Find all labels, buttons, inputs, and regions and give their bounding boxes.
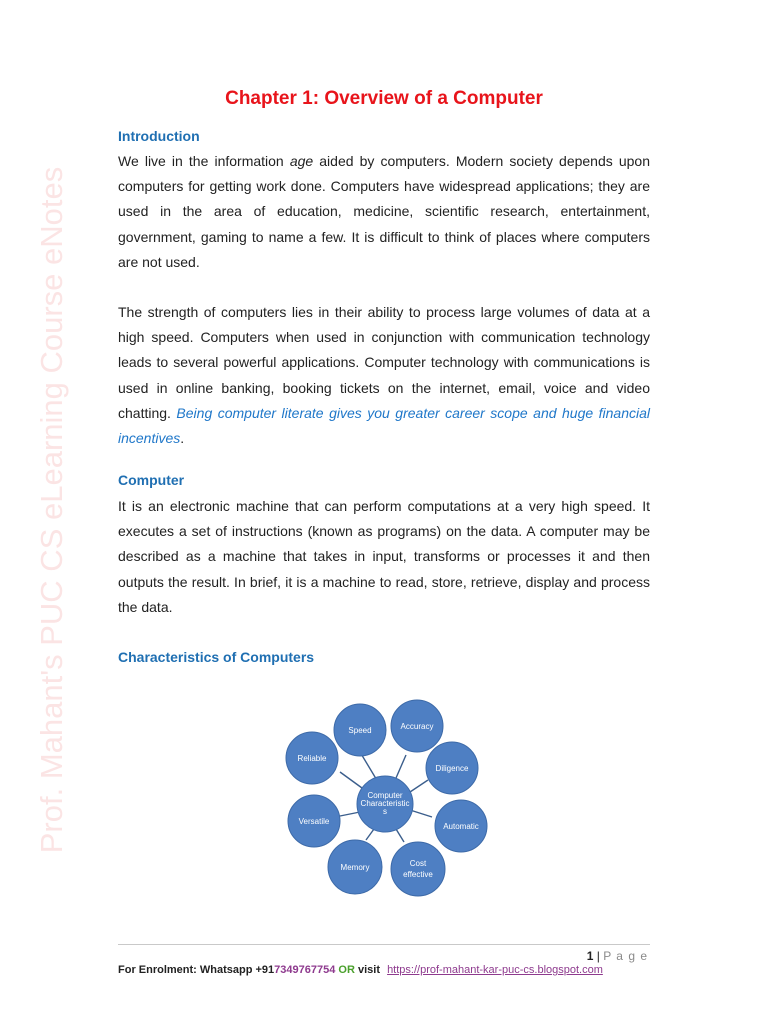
- enrol-visit: visit: [357, 964, 380, 976]
- page-label: P a g e: [603, 949, 648, 963]
- diagram-center-node: [357, 776, 413, 832]
- intro-paragraph-1: [118, 149, 650, 275]
- blog-link[interactable]: https://prof-mahant-kar-puc-cs.blogspot.com: [387, 964, 603, 976]
- node-memory: [328, 840, 382, 894]
- page-number: 1: [586, 949, 594, 963]
- characteristics-diagram: [278, 692, 498, 902]
- heading-characteristics: Characteristics of Computers: [118, 649, 315, 665]
- page-number-indicator: [587, 949, 648, 963]
- spoke-memory: [366, 829, 374, 840]
- node-cost-effective: [391, 842, 445, 896]
- intro-p2-start: The strength of computers lies in their ability to process large volumes of data at a high speed. Computers when used in conjunction with communication technology leads to several powerful applications. Computer technology with communications is used in online banking, booking tickets on the internet, email, voice and video chatting.: [118, 304, 650, 421]
- center-label-line2: Characteristic: [360, 799, 410, 808]
- computer-paragraph: It is an electronic machine that can perform computations at a very high speed. It executes a set of instructions (known as programs) on the data. A computer may be described as a machine that takes in input, transforms or processes it and then outputs the result. In brief, it is a machine to read, store, retrieve, display and process the data.: [118, 498, 650, 615]
- spoke-accuracy: [396, 755, 406, 778]
- enrol-phone: 7349767754: [274, 964, 336, 976]
- node-speed-label: Speed: [348, 726, 372, 735]
- node-diligence: [426, 742, 478, 794]
- intro-p2-highlight: Being computer literate gives you greater career scope and huge financial incentives: [118, 404, 650, 447]
- intro-p1-start: We live in the information: [118, 153, 290, 169]
- chapter-title: Chapter 1: Overview of a Computer: [225, 88, 543, 109]
- intro-p2-end: .: [180, 430, 185, 447]
- node-accuracy: [391, 700, 443, 752]
- heading-introduction: Introduction: [118, 128, 200, 144]
- spoke-cost-effective: [396, 829, 404, 842]
- node-cost-label-line1: Cost: [409, 859, 427, 868]
- node-versatile-label: Versatile: [298, 817, 330, 826]
- enrolment-footer: [118, 964, 603, 976]
- spoke-versatile: [340, 812, 360, 816]
- spoke-automatic: [410, 810, 432, 817]
- node-versatile: [288, 795, 340, 847]
- node-automatic: [435, 800, 487, 852]
- footer-divider: [118, 944, 650, 945]
- spoke-diligence: [410, 780, 428, 792]
- intro-p1-rest: aided by computers. Modern society depends upon computers for getting work done. Computers have widespread applications; they are used in the area of education, medicine, scientific research, entertainment, government, gaming to name a few. It is difficult to think of places where computers are not used.: [118, 153, 650, 270]
- node-cost-label-line2: effective: [403, 870, 433, 879]
- node-automatic-label: Automatic: [443, 822, 479, 831]
- page-separator: |: [596, 949, 600, 963]
- watermark-text: Prof. Mahant's PUC CS eLearning Course eNotes: [34, 166, 69, 854]
- node-reliable-label: Reliable: [297, 754, 327, 763]
- enrol-prefix: For Enrolment: Whatsapp +91: [118, 964, 275, 976]
- node-reliable: [286, 732, 338, 784]
- intro-p1-em: age: [289, 153, 314, 169]
- node-memory-label: Memory: [340, 863, 370, 872]
- spoke-reliable: [340, 772, 362, 788]
- intro-paragraph-2: [118, 300, 650, 451]
- node-speed: [334, 704, 386, 756]
- heading-computer: Computer: [118, 472, 185, 488]
- node-diligence-label: Diligence: [435, 764, 469, 773]
- center-label-line1: Computer: [367, 791, 403, 800]
- characteristics-diagram-svg: [278, 692, 498, 902]
- node-accuracy-label: Accuracy: [400, 722, 434, 731]
- center-label-line3: s: [383, 807, 387, 816]
- enrol-or: OR: [338, 964, 355, 976]
